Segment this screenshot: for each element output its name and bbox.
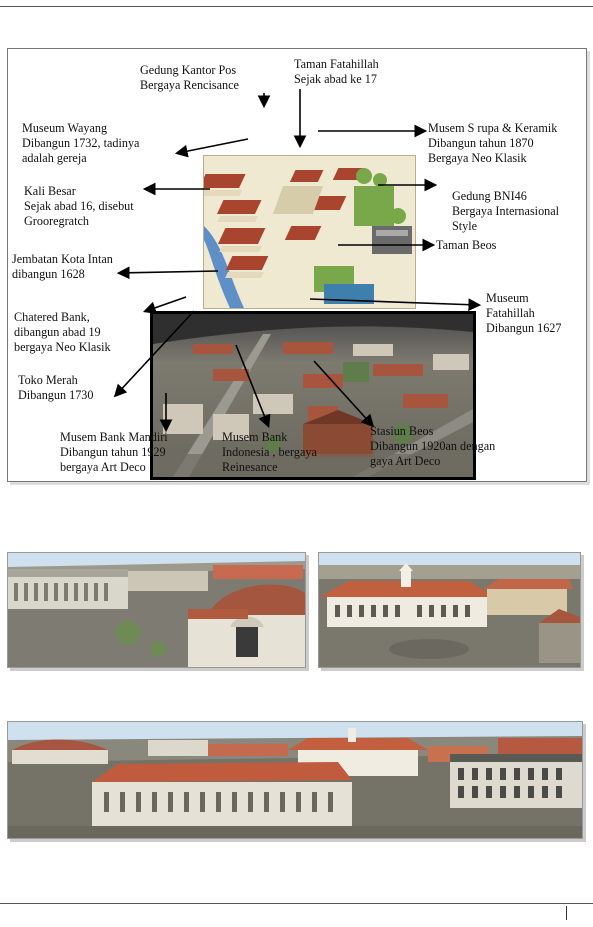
page-number-divider xyxy=(566,906,567,920)
label-toko-merah: Toko Merah Dibangun 1730 xyxy=(18,373,94,402)
render-photo-panorama xyxy=(7,721,583,839)
label-kali-besar: Kali Besar Sejak abad 16, disebut Grooregratch xyxy=(24,184,134,228)
label-taman-fatahillah: Taman Fatahillah Sejak abad ke 17 xyxy=(294,57,379,86)
label-museum-bank-indonesia: Musem Bank Indonesia , bergaya Reinesance xyxy=(222,430,317,474)
label-museum-wayang: Museum Wayang Dibangun 1732, tadinya adalah gereja xyxy=(22,121,140,165)
label-gedung-bni46: Gedung BNI46 Bergaya Internasional Style xyxy=(452,189,560,233)
label-chartered-bank: Chatered Bank, dibangun abad 19 bergaya Neo Klasik xyxy=(14,310,111,354)
label-museum-bank-mandiri: Musem Bank Mandiri Dibangun tahun 1929 bergaya Art Deco xyxy=(60,430,168,474)
label-taman-beos: Taman Beos xyxy=(436,238,497,252)
label-museum-senirupa: Musem S rupa & Keramik Dibangun tahun 1870 Bergaya Neo Klasik xyxy=(428,121,558,165)
label-gedung-kantor-pos: Gedung Kantor Pos Bergaya Rencisance xyxy=(140,63,239,92)
footer-rule xyxy=(0,903,593,904)
annotated-map-figure xyxy=(7,48,587,482)
render-photo-bank-mandiri-station xyxy=(7,552,306,668)
label-museum-fatahillah: Museum Fatahillah Dibangun 1627 xyxy=(486,291,562,335)
label-stasiun-beos: Stasiun Beos Dibangun 1920an dengan gaya Art Deco xyxy=(370,424,496,468)
label-jembatan-kota-intan: Jembatan Kota Intan dibangun 1628 xyxy=(12,252,113,281)
header-rule xyxy=(0,6,593,7)
render-photo-museum-fatahillah xyxy=(318,552,581,668)
